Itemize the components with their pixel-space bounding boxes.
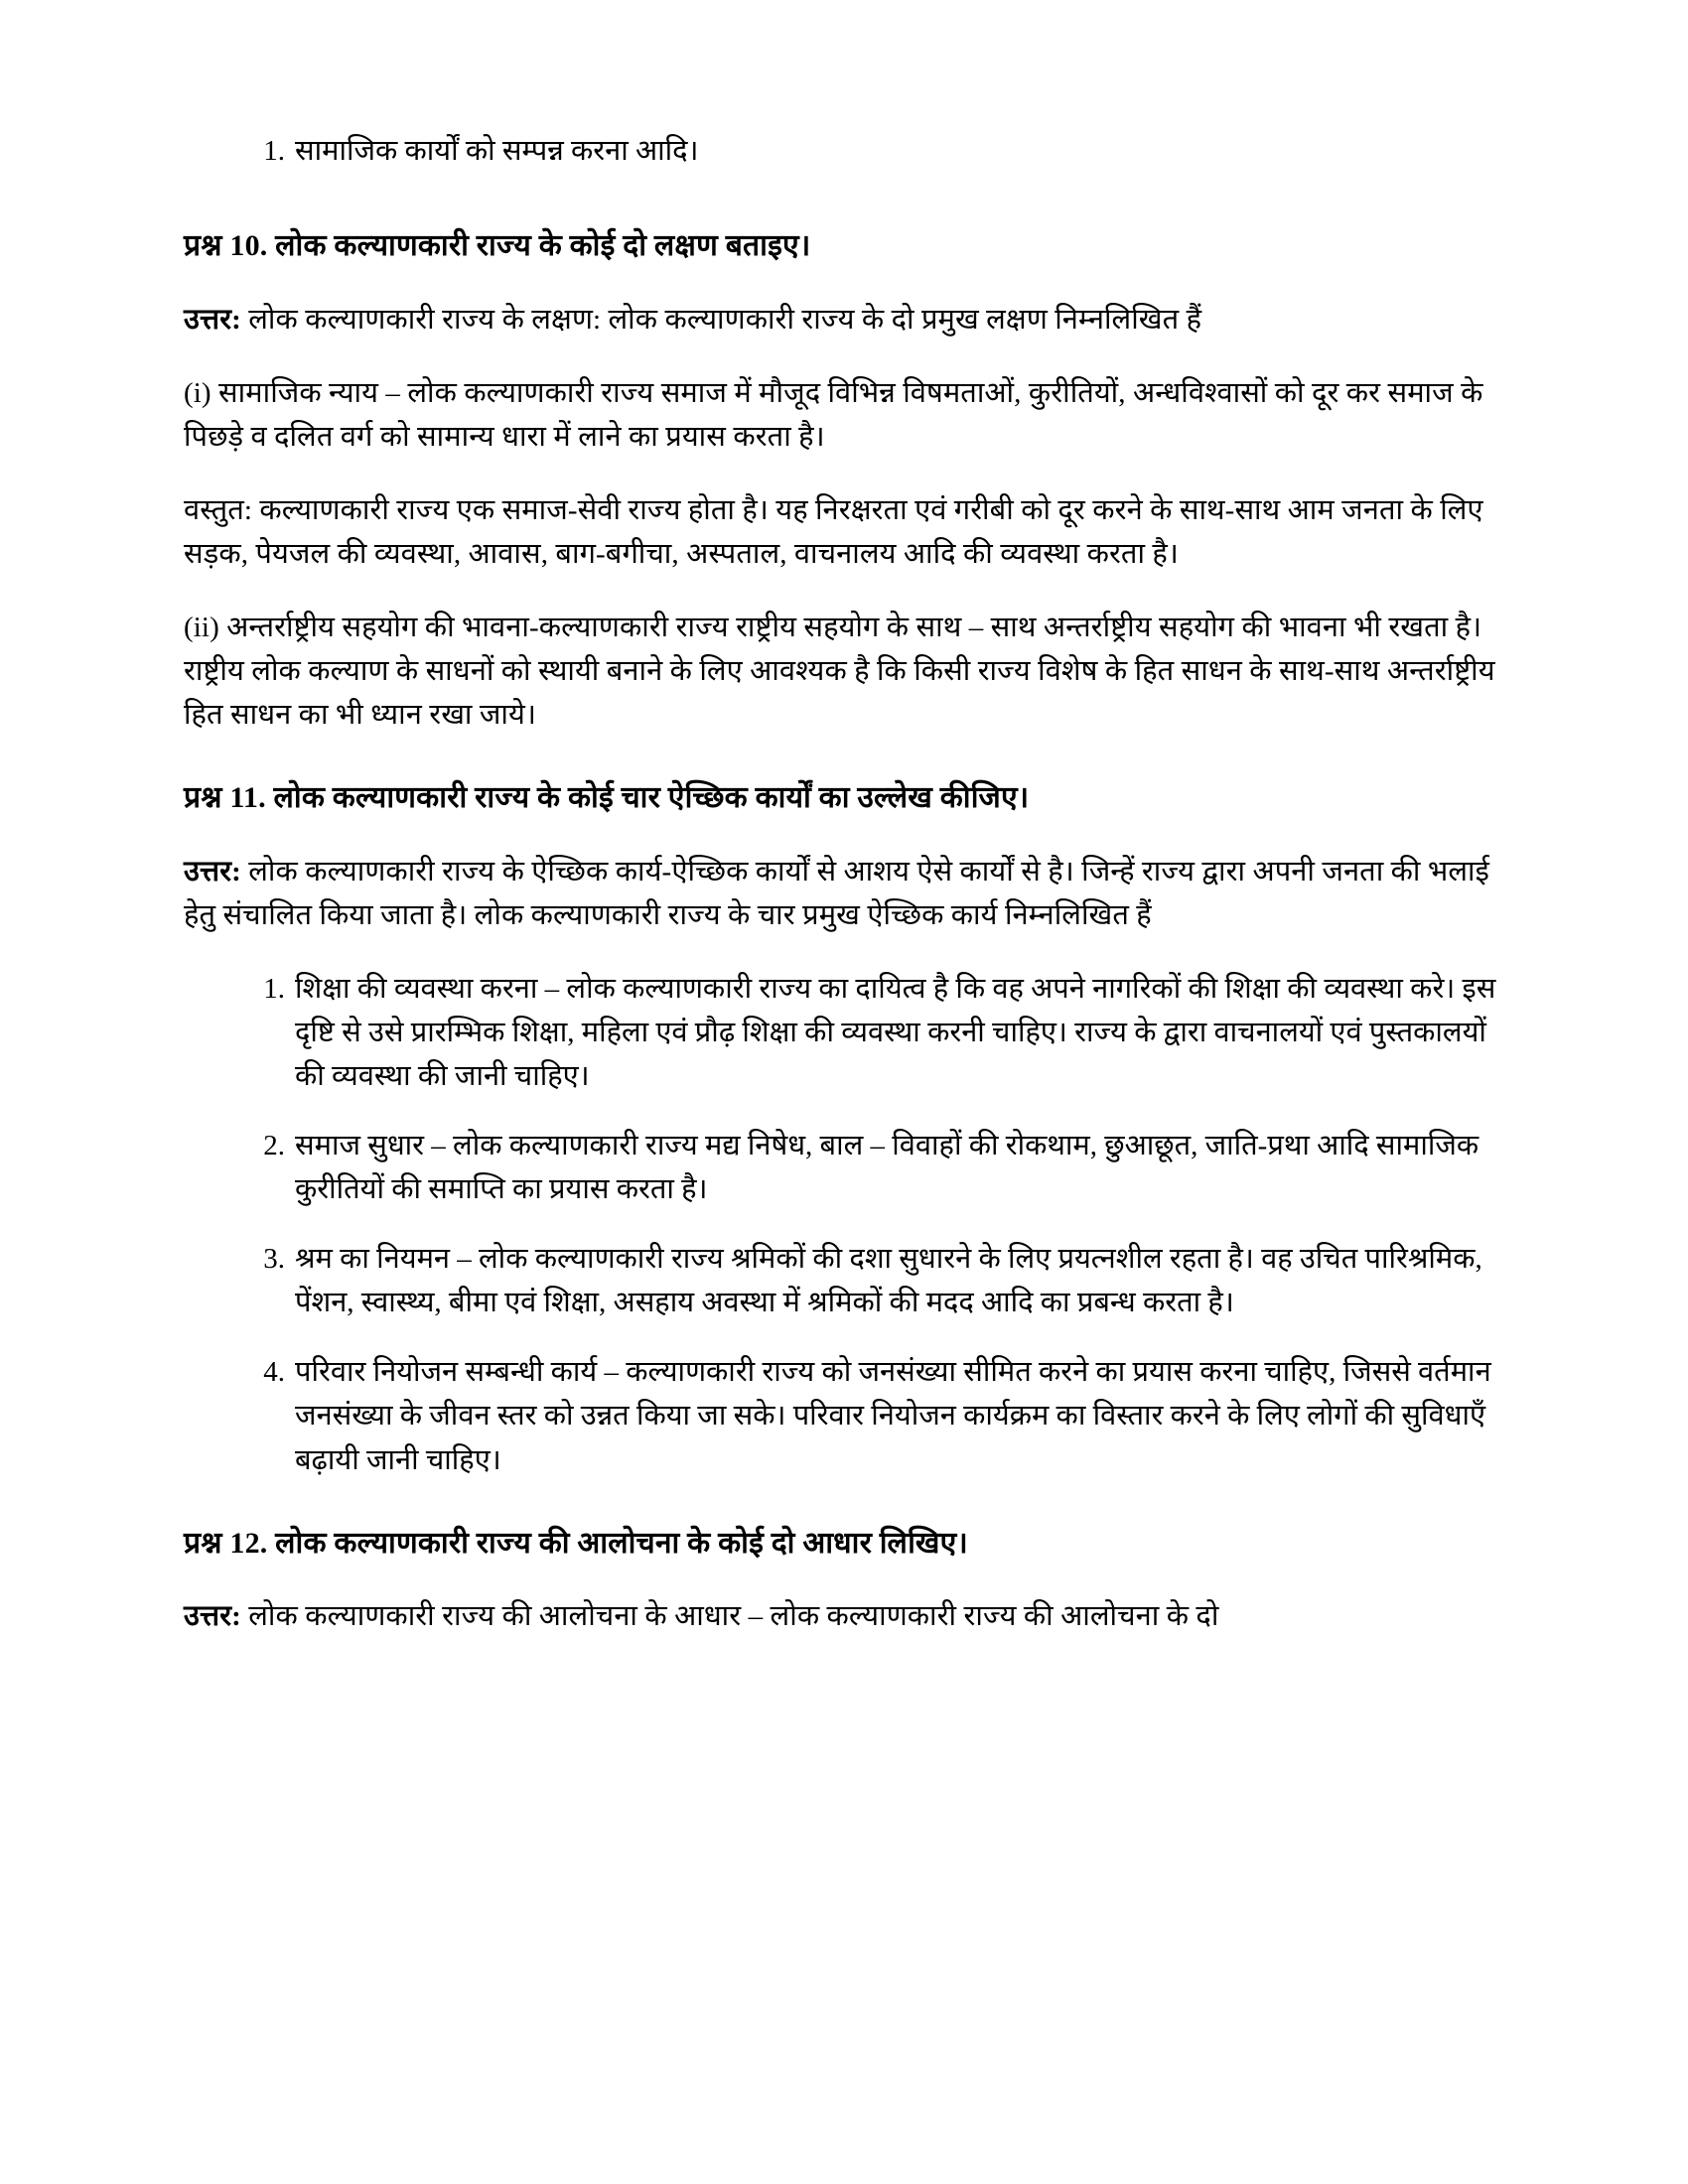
carryover-list <box>184 129 1514 173</box>
answer-label: उत्तर: <box>184 1600 241 1633</box>
list-item: समाज सुधार – लोक कल्याणकारी राज्य मद्य निषेध, बाल – विवाहों की रोकथाम, छुआछूत, जाति-प्रथा आदि सामाजिक कुरीतियों की समाप्ति का प्रयास करता है। <box>295 1130 1479 1206</box>
q10-point-i: (i) सामाजिक न्याय – लोक कल्याणकारी राज्य समाज में मौजूद विभिन्न विषमताओं, कुरीतियों, अन्धविश्वासों को दूर कर समाज के पिछड़े व दलित वर्ग को सामान्य धारा में लाने का प्रयास करता है। <box>184 376 1483 453</box>
question-heading-q10: प्रश्न 10. लोक कल्याणकारी राज्य के कोई दो लक्षण बताइए। <box>184 229 811 263</box>
page-content <box>184 129 1514 1638</box>
list-item: परिवार नियोजन सम्बन्धी कार्य – कल्याणकारी राज्य को जनसंख्या सीमित करने का प्रयास करना चाहिए, जिससे वर्तमान जनसंख्या के जीवन स्तर को उन्नत किया जा सके। परिवार नियोजन कार्यक्रम का विस्तार करने के लिए लोगों की सुविधाएँ बढ़ायी जानी चाहिए। <box>295 1356 1491 1476</box>
question-heading-q12: प्रश्न 12. लोक कल्याणकारी राज्य की आलोचना के कोई दो आधार लिखिए। <box>184 1526 968 1560</box>
q10-point-ii: (ii) अन्तर्राष्ट्रीय सहयोग की भावना-कल्याणकारी राज्य राष्ट्रीय सहयोग के साथ – साथ अन्तर्राष्ट्रीय सहयोग की भावना भी रखता है। राष्ट्रीय लोक कल्याण के साधनों को स्थायी बनाने के लिए आवश्यक है कि किसी राज्य विशेष के हित साधन के साथ-साथ अन्तर्राष्ट्रीय हित साधन का भी ध्यान रखा जाये। <box>184 611 1495 732</box>
list-item: शिक्षा की व्यवस्था करना – लोक कल्याणकारी राज्य का दायित्व है कि वह अपने नागरिकों की शिक्षा की व्यवस्था करे। इस दृष्टि से उसे प्रारम्भिक शिक्षा, महिला एवं प्रौढ़ शिक्षा की व्यवस्था करनी चाहिए। राज्य के द्वारा वाचनालयों एवं पुस्तकालयों की व्यवस्था की जानी चाहिए। <box>295 972 1496 1093</box>
answer-label: उत्तर: <box>184 303 241 336</box>
q10-elaboration: वस्तुत: कल्याणकारी राज्य एक समाज-सेवी राज्य होता है। यह निरक्षरता एवं गरीबी को दूर करने के साथ-साथ आम जनता के लिए सड़क, पेयजल की व्यवस्था, आवास, बाग-बगीचा, अस्पताल, वाचनालय आदि की व्यवस्था करता है। <box>184 493 1483 570</box>
answer-text: लोक कल्याणकारी राज्य की आलोचना के आधार – लोक कल्याणकारी राज्य की आलोचना के दो <box>240 1600 1219 1633</box>
q11-answer-list <box>184 967 1514 1482</box>
answer-text: लोक कल्याणकारी राज्य के ऐच्छिक कार्य-ऐच्छिक कार्यों से आशय ऐसे कार्यों से है। जिन्हें राज्य द्वारा अपनी जनता की भलाई हेतु संचालित किया जाता है। लोक कल्याणकारी राज्य के चार प्रमुख ऐच्छिक कार्य निम्नलिखित हैं <box>184 855 1489 931</box>
question-heading-q11: प्रश्न 11. लोक कल्याणकारी राज्य के कोई चार ऐच्छिक कार्यों का उल्लेख कीजिए। <box>184 781 1030 815</box>
answer-paragraph-q12 <box>184 1594 1514 1638</box>
list-item: श्रम का नियमन – लोक कल्याणकारी राज्य श्रमिकों की दशा सुधारने के लिए प्रयत्नशील रहता है। वह उचित पारिश्रमिक, पेंशन, स्वास्थ्य, बीमा एवं शिक्षा, असहाय अवस्था में श्रमिकों की मदद आदि का प्रबन्ध करता है। <box>295 1243 1482 1319</box>
answer-paragraph-q11 <box>184 850 1514 937</box>
answer-text: लोक कल्याणकारी राज्य के लक्षण: लोक कल्याणकारी राज्य के दो प्रमुख लक्षण निम्नलिखित हैं <box>240 303 1202 336</box>
answer-label: उत्तर: <box>184 855 241 887</box>
list-item: सामाजिक कार्यों को सम्पन्न करना आदि। <box>295 135 699 167</box>
answer-paragraph-q10 <box>184 298 1514 341</box>
